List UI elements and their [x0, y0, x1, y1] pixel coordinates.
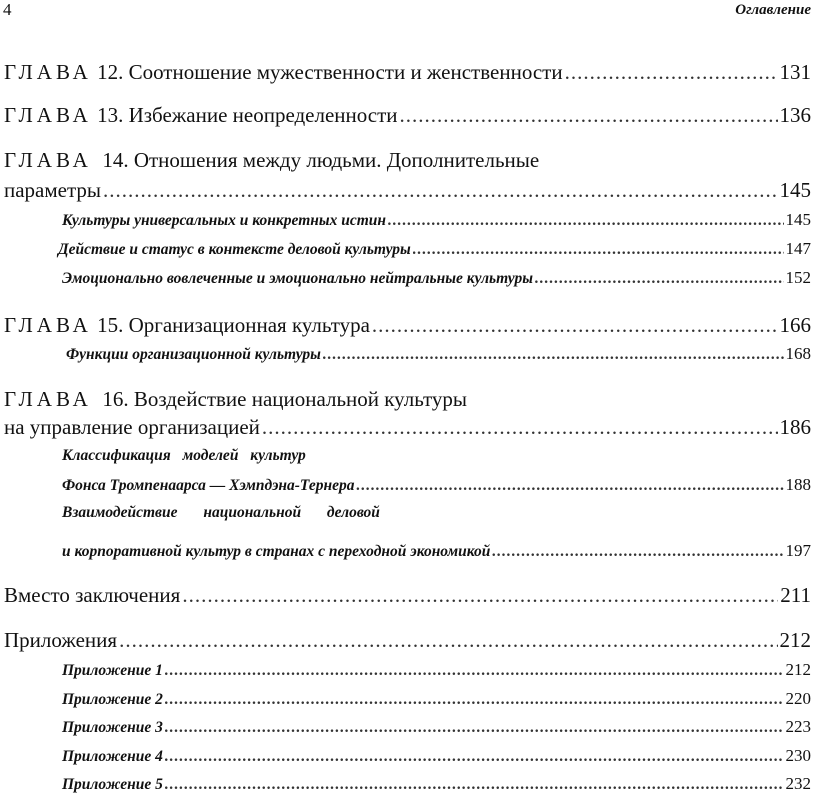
dot-leader [165, 748, 784, 766]
page-ref: 145 [779, 178, 811, 202]
toc-subentry-appendix[interactable] [0, 689, 823, 709]
dot-leader [413, 241, 784, 259]
subentry-title: Приложение 5 [62, 776, 163, 793]
dot-leader [388, 212, 783, 230]
subentry-title: Действие и статус в контексте деловой культуры [58, 241, 411, 258]
page-ref: 197 [785, 541, 811, 560]
subentry-title: Приложение 1 [62, 662, 163, 679]
dot-leader [400, 103, 778, 128]
page-ref: 223 [785, 717, 811, 736]
chapter-title-cont: на управление организацией [4, 415, 260, 439]
toc-subentry-appendix[interactable] [0, 717, 823, 737]
page-ref: 152 [785, 268, 811, 287]
chapter-title: 15. Организационная культура [97, 313, 370, 337]
subentry-title: Функции организационной культуры [66, 346, 321, 363]
subentry-title: Приложение 2 [62, 691, 163, 708]
toc-subentry-appendix[interactable] [0, 746, 823, 766]
page-ref: 232 [785, 774, 811, 793]
toc-subentry[interactable] [0, 210, 823, 230]
toc-entry-chapter-16-line1[interactable] [0, 387, 479, 412]
toc-subentry[interactable] [0, 344, 823, 364]
subentry-title: Эмоционально вовлеченные и эмоционально нейтральные культуры [62, 270, 533, 287]
dot-leader [492, 543, 783, 561]
subentry-title: Приложение 3 [62, 719, 163, 736]
page-ref: 166 [779, 313, 811, 337]
dot-leader [356, 477, 783, 495]
subentry-title: Культуры универсальных и конкретных истин [62, 212, 387, 229]
chapter-title: 16. Воздействие национальной культуры [102, 387, 468, 411]
chapter-title-cont: параметры [4, 178, 102, 202]
dot-leader [165, 691, 784, 709]
dot-leader [165, 719, 784, 737]
page-ref: 145 [785, 210, 811, 229]
subentry-title: Приложение 4 [62, 748, 163, 765]
toc-entry-chapter-16[interactable] [0, 415, 823, 440]
page-ref: 136 [779, 103, 811, 127]
dot-leader [103, 178, 777, 203]
chapter-title: 13. Избежание неопределенности [97, 103, 398, 127]
toc-subentry[interactable] [0, 268, 823, 288]
toc-subentry-line1: Классификация моделей культур [62, 447, 306, 464]
chapter-label: ГЛАВА [4, 148, 92, 172]
page-ref: 212 [785, 660, 811, 679]
toc-entry-chapter-15[interactable] [0, 313, 823, 338]
page-ref: 186 [779, 415, 811, 439]
dot-leader [262, 415, 778, 440]
toc-subentry-line1: Взаимодействие национальной деловой [62, 504, 380, 521]
subentry-title: и корпоративной культур в странах с переходной экономикой [62, 543, 491, 560]
dot-leader [165, 662, 784, 680]
running-head: Оглавление [735, 2, 811, 18]
page-ref: 188 [785, 475, 811, 494]
dot-leader [165, 776, 784, 794]
dot-leader [565, 60, 778, 85]
page-ref: 211 [780, 583, 811, 607]
page-ref: 220 [785, 689, 811, 708]
page-ref: 131 [779, 60, 811, 84]
toc-subentry-appendix[interactable] [0, 660, 823, 680]
page-ref: 147 [785, 239, 811, 258]
toc-entry-chapter-14-line1[interactable] [0, 148, 551, 173]
toc-entry-chapter-13[interactable] [0, 103, 823, 128]
page-ref: 212 [779, 628, 811, 652]
chapter-label: ГЛАВА [4, 103, 92, 127]
toc-subentry-appendix[interactable] [0, 774, 823, 794]
toc-subentry[interactable] [0, 475, 823, 495]
dot-leader [372, 313, 778, 338]
toc-entry-chapter-14[interactable] [0, 178, 823, 203]
page-ref: 230 [785, 746, 811, 765]
dot-leader [323, 346, 784, 364]
chapter-label: ГЛАВА [4, 60, 92, 84]
toc-entry-appendices[interactable] [0, 628, 823, 653]
page-ref: 168 [785, 344, 811, 363]
entry-title: Вместо заключения [4, 583, 181, 607]
chapter-label: ГЛАВА [4, 313, 92, 337]
page-number: 4 [3, 0, 12, 19]
chapter-title: 12. Соотношение мужественности и женственности [97, 60, 563, 84]
toc-subentry[interactable] [0, 541, 823, 561]
dot-leader [119, 628, 777, 653]
toc-subentry[interactable] [0, 239, 823, 259]
entry-title: Приложения [4, 628, 118, 652]
dot-leader [182, 583, 778, 608]
dot-leader [535, 270, 784, 288]
subentry-title: Фонса Тромпенаарса — Хэмпдэна-Тернера [62, 477, 355, 494]
chapter-label: ГЛАВА [4, 387, 92, 411]
chapter-title: 14. Отношения между людьми. Дополнительные [102, 148, 540, 172]
toc-entry-conclusion[interactable] [0, 583, 823, 608]
toc-entry-chapter-12[interactable] [0, 60, 823, 85]
